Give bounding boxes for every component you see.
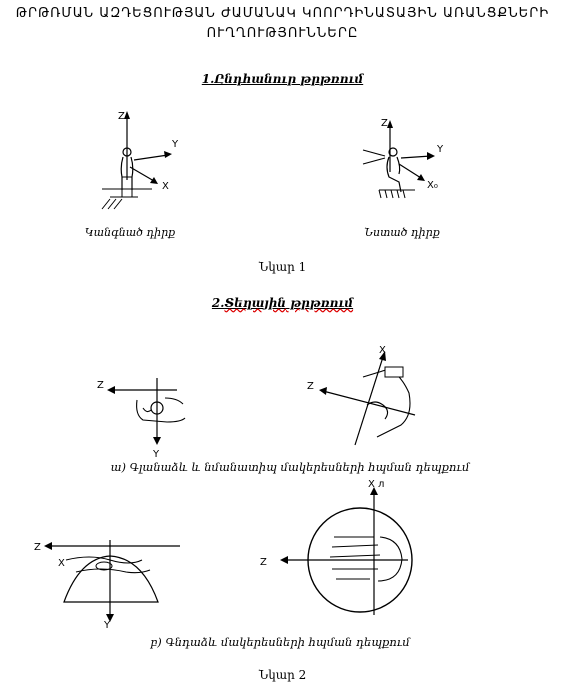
standing-z-label: Z [118, 111, 125, 122]
sphere-grip-top-view [250, 475, 430, 625]
grip-a2-x-label: X [379, 345, 386, 356]
standing-posture-diagram [90, 105, 190, 215]
standing-y-label: Y [172, 139, 179, 150]
seated-z-label: Z [381, 118, 388, 129]
seated-posture-diagram [355, 112, 465, 212]
section-2-heading-prefix: 2. [211, 296, 225, 310]
grip-b2-x-label: X л [368, 479, 385, 490]
caption-2a: ա) Գլանաձև և նմանատիպ մակերեսների հպման դեպքում [110, 460, 470, 474]
grip-b1-x-label: X [58, 558, 65, 569]
caption-2b: բ) Գնդաձև մակերեսների հպման դեպքում [150, 635, 410, 649]
cylinder-grip-side-view [305, 345, 435, 455]
cylinder-grip-end-view [95, 370, 195, 460]
document-title-line-2: ՈՒՂՂՈՒԹՅՈՒՆՆԵՐԸ [206, 26, 359, 41]
document-title-line-1: ԹՐԹՌՄԱՆ ԱԶԴԵՑՈՒԹՅԱՆ ԺԱՄԱՆԱԿ ԿՈՈՐԴԻՆԱՏԱՅԻՆ ԱՌԱՆՑՔՆԵՐԻ [15, 6, 550, 21]
grip-b2-z-label: Z [260, 557, 267, 568]
seated-y-label: Y [437, 144, 444, 155]
section-1-heading: 1.Ընդհանուր թրթռում [201, 72, 364, 86]
grip-a1-y-label: Y [153, 449, 160, 460]
section-2-heading-suffix: թրթռում [286, 296, 354, 310]
figure-1-label: Նկար 1 [258, 260, 307, 274]
section-2-heading [0, 296, 565, 310]
seated-x-label: X₀ [427, 180, 438, 191]
seated-caption: Նստած դիրք [364, 226, 440, 239]
standing-caption: Կանգնած դիրք [84, 226, 176, 239]
grip-a2-z-label: Z [307, 381, 314, 392]
section-2-heading-main: Տեղային [224, 296, 287, 310]
figure-2-label: Նկար 2 [258, 668, 307, 682]
standing-x-label: X [162, 181, 169, 192]
grip-b1-y-label: Y [104, 620, 111, 631]
grip-b1-z-label: Z [34, 542, 41, 553]
grip-a1-z-label: Z [97, 380, 104, 391]
sphere-grip-side-view [30, 530, 200, 630]
